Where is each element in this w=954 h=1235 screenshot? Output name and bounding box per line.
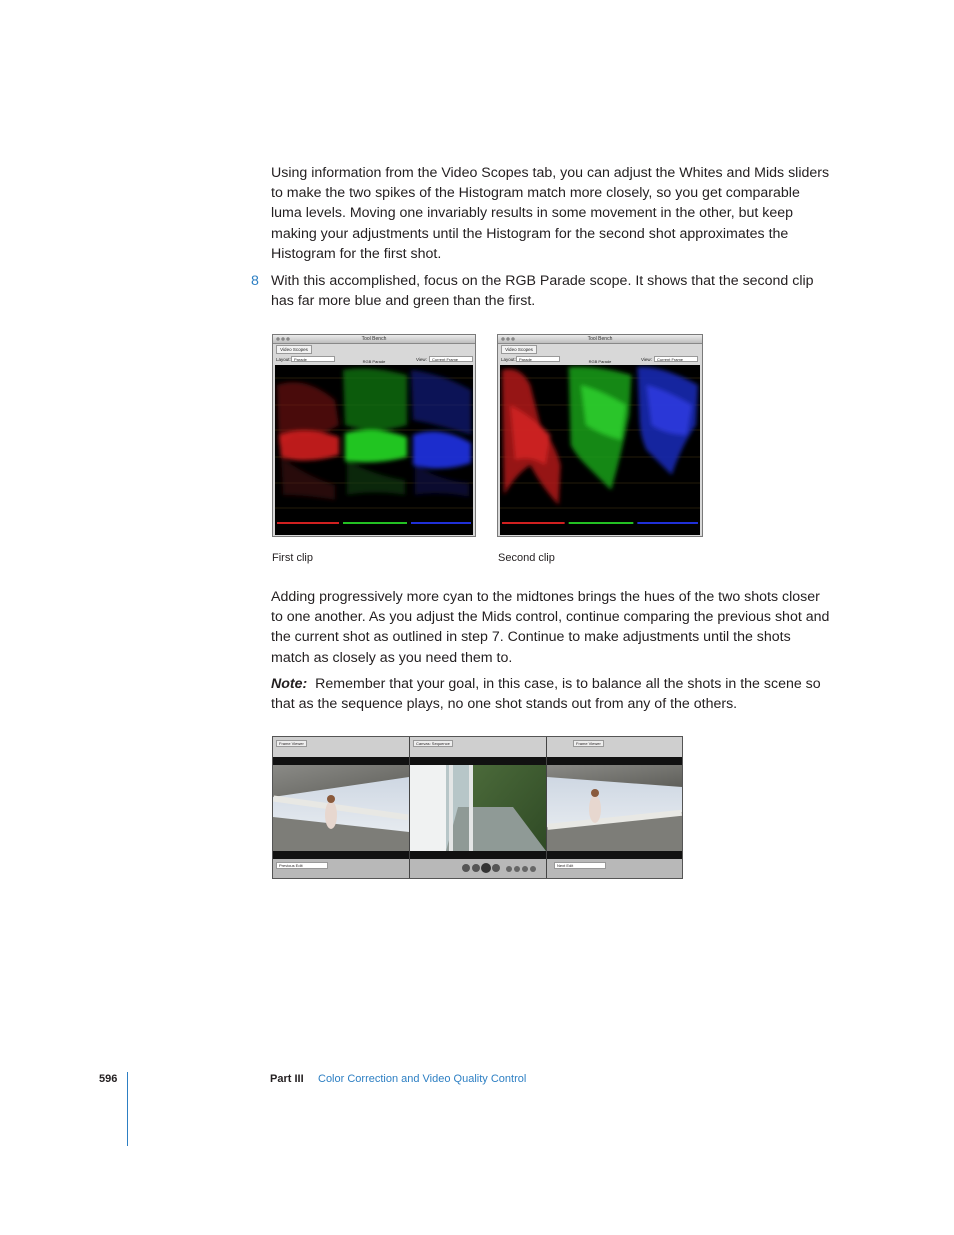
layout-select[interactable]: Parade <box>291 356 335 362</box>
scope-title-bar: Tool Bench <box>273 335 475 344</box>
caption-second-clip: Second clip <box>498 552 555 564</box>
caption-first-clip: First clip <box>272 552 313 564</box>
view-select[interactable]: Current Frame <box>654 356 698 362</box>
layout-label: Layout: <box>276 357 291 362</box>
note-text: Remember that your goal, in this case, is to balance all the shots in the scene so that as the sequence plays, no one shot stands out from any of the others. <box>271 676 821 713</box>
scope-subtitle: RGB Parade <box>362 359 386 364</box>
footer-part-label: Part III <box>270 1073 304 1085</box>
previous-edit-select[interactable]: Previous Edit <box>276 862 328 869</box>
step-8-text: With this accomplished, focus on the RGB Parade scope. It shows that the second clip has far more blue and green than the first. <box>271 273 814 310</box>
viewer-tab-left[interactable]: Frame Viewer <box>276 740 307 747</box>
viewer-tab-right[interactable]: Frame Viewer <box>573 740 604 747</box>
rgb-parade-plot-second <box>500 365 700 535</box>
next-edit-select[interactable]: Next Edit <box>554 862 606 869</box>
frame-viewer-screenshot <box>272 736 683 879</box>
note-paragraph <box>271 674 831 714</box>
video-scopes-tab[interactable]: Video Scopes <box>276 345 312 354</box>
layout-label: Layout: <box>501 357 516 362</box>
note-label: Note: <box>271 676 308 692</box>
rgb-parade-plot-first <box>275 365 473 535</box>
view-label: View: <box>416 357 427 362</box>
scope-window-first-clip <box>272 334 476 537</box>
body-paragraph-cyan: Adding progressively more cyan to the midtones brings the hues of the two shots closer to one another. As you adjust the Mids control, continue comparing the previous shot and the current shot as outlined in step 7. Continue to make adjustments until the shots match as closely as you need them to. <box>271 589 830 666</box>
window-buttons-icon <box>276 337 290 341</box>
scope-window-second-clip <box>497 334 703 537</box>
video-scopes-tab[interactable]: Video Scopes <box>501 345 537 354</box>
window-buttons-icon <box>501 337 515 341</box>
viewer-tab-center[interactable]: Canvas: Sequence <box>413 740 453 747</box>
body-paragraph-histogram: Using information from the Video Scopes tab, you can adjust the Whites and Mids sliders to make the two spikes of the Histogram match more closely, so you get comparable luma levels. Moving one invariably results in some movement in the other, but keep making your adjustments until the Histogram for the second shot approximates the Histogram for the first shot. <box>271 165 830 262</box>
viewer-illustration <box>273 737 682 878</box>
view-label: View: <box>641 357 652 362</box>
scope-title-bar: Tool Bench <box>498 335 702 344</box>
step-number: 8 <box>251 273 259 289</box>
scope-subtitle: RGB Parade <box>588 359 612 364</box>
page-number: 596 <box>99 1073 118 1085</box>
layout-select[interactable]: Parade <box>516 356 560 362</box>
footer-part-title[interactable]: Color Correction and Video Quality Control <box>318 1073 527 1085</box>
footer-divider <box>127 1072 128 1146</box>
view-select[interactable]: Current Frame <box>429 356 473 362</box>
